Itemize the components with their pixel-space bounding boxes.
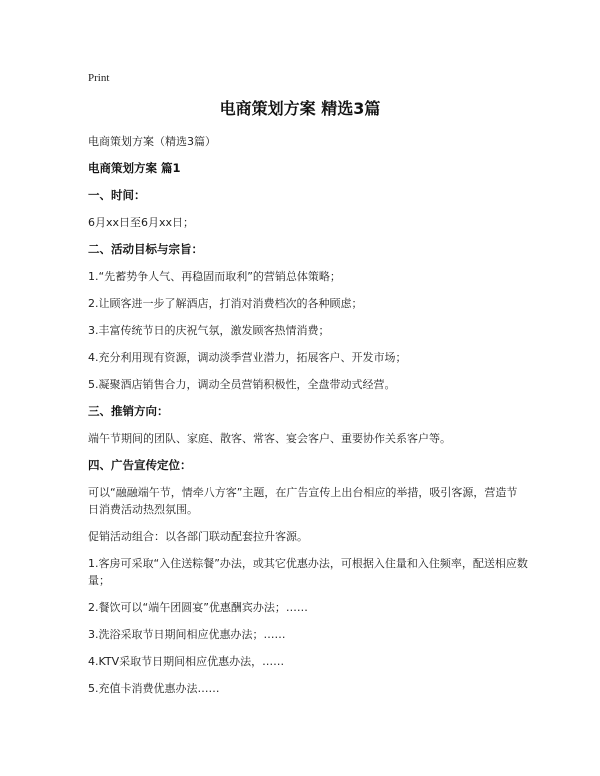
list-item: 5.凝聚酒店销售合力，调动全员营销积极性，全盘带动式经营。 <box>88 378 396 391</box>
print-link[interactable]: Print <box>88 72 110 84</box>
list-item: 3.丰富传统节日的庆祝气氛，激发顾客热情消费； <box>88 324 330 337</box>
body-paragraph: 促销活动组合：以各部门联动配套拉升客源。 <box>88 530 308 543</box>
section-heading: 三、推销方向： <box>88 404 169 418</box>
body-paragraph: 电商策划方案（精选3篇） <box>88 135 216 148</box>
section-heading: 四、广告宣传定位： <box>88 458 192 472</box>
document-body <box>88 133 528 707</box>
list-item: 5.充值卡消费优惠办法…… <box>88 682 220 695</box>
list-item: 2.餐饮可以“端午团圆宴”优惠酬宾办法；…… <box>88 601 308 614</box>
body-paragraph: 端午节期间的团队、家庭、散客、常客、宴会客户、重要协作关系客户等。 <box>88 432 451 445</box>
section-heading: 二、活动目标与宗旨： <box>88 242 203 256</box>
body-paragraph: 可以“融融端午节，情牵八方客”主题，在广告宣传上出台相应的举措，吸引客源，营造节日消费活动热烈氛围。 <box>88 486 518 516</box>
list-item: 3.洗浴采取节日期间相应优惠办法；…… <box>88 628 286 641</box>
section-heading: 一、时间： <box>88 188 146 202</box>
list-item: 4.KTV采取节日期间相应优惠办法，…… <box>88 655 285 668</box>
body-paragraph: 6月xx日至6月xx日； <box>88 216 195 229</box>
list-item: 1.“先蓄势争人气、再稳固而取利”的营销总体策略； <box>88 270 341 283</box>
list-item: 2.让顾客进一步了解酒店，打消对消费档次的各种顾虑； <box>88 297 363 310</box>
document-title: 电商策划方案 精选3篇 <box>219 99 381 118</box>
section-heading: 电商策划方案 篇1 <box>88 161 181 175</box>
list-item: 4.充分利用现有资源，调动淡季营业潜力，拓展客户、开发市场； <box>88 351 407 364</box>
list-item: 1.客房可采取“入住送粽餐”办法，或其它优惠办法，可根据入住量和入住频率，配送相应数量； <box>88 557 528 587</box>
